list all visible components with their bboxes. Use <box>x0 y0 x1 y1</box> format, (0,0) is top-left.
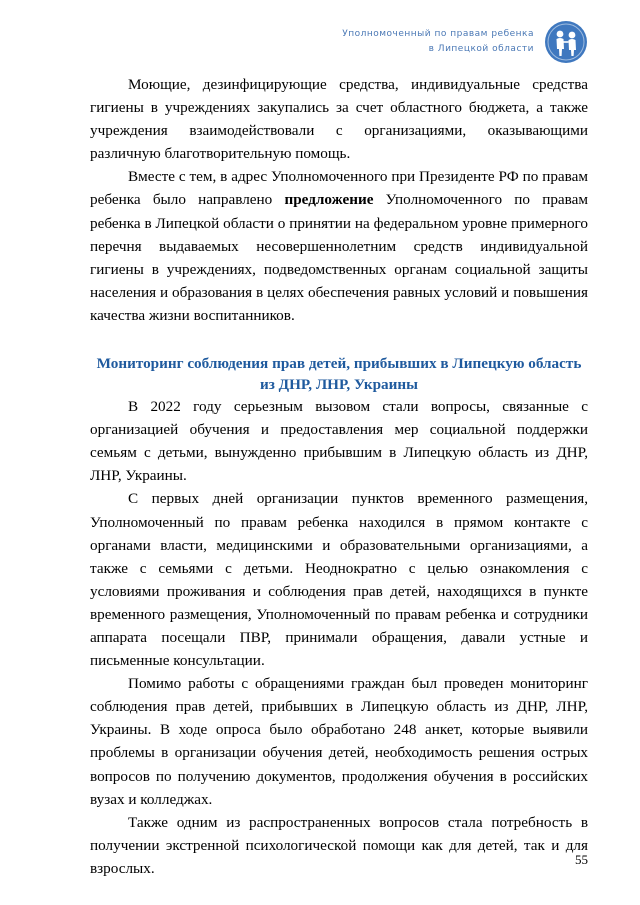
section-heading-line-1: Мониторинг соблюдения прав детей, прибывших в Липецкую область <box>96 355 582 373</box>
header-caption <box>342 27 534 57</box>
paragraph: В 2022 году серьезным вызовом стали вопросы, связанные с организацией обучения и предоставления мер социальной поддержки семьям с детьми, вынужденно прибывшим в Липецкую область из ДНР, ЛНР, Украины. <box>90 398 588 485</box>
page-number: 55 <box>575 852 588 867</box>
page-header <box>342 20 588 64</box>
ombudsman-children-logo-icon <box>544 20 588 64</box>
header-line-1: Уполномоченный по правам ребенка <box>342 29 534 39</box>
paragraph: Моющие, дезинфицирующие средства, индивидуальные средства гигиены в учреждениях закупались за счет областного бюджета, а также учреждения взаимодействовали с организациями, оказывающими различную благотворительную помощь. <box>90 76 588 163</box>
paragraph: Также одним из распространенных вопросов стала потребность в получении экстренной психологической помощи как для детей, так и для взрослых. <box>90 813 588 877</box>
paragraph <box>90 165 588 327</box>
bold-term: предложение <box>284 191 374 209</box>
section-heading <box>90 353 588 395</box>
paragraph-text: Вместе с тем, в адрес Уполномоченного при Президенте РФ по правам ребенка было направлено <box>90 168 588 209</box>
section-heading-line-2: из ДНР, ЛНР, Украины <box>259 376 419 394</box>
paragraph: С первых дней организации пунктов временного размещения, Уполномоченный по правам ребенка находился в прямом контакте с органами власти, медицинскими и образовательными организациями, а также с семьями с детьми. Неоднократно с целью ознакомления с условиями проживания и соблюдения прав детей, находящихся в пункте временного размещения, Уполномоченный по правам ребенка и сотрудники аппарата посещали ПВР, принимали обращения, давали устные и письменные консультации. <box>90 490 588 670</box>
document-body <box>90 73 588 880</box>
paragraph-text: Уполномоченного по правам ребенка в Липецкой области о принятии на федеральном уровне примерного перечня выдаваемых несовершеннолетним средств индивидуальной гигиены в учреждениях, подведомственных органам социальной защиты населения и образования в целях обеспечения равных условий и повышения качества жизни воспитанников. <box>90 191 588 324</box>
paragraph: Помимо работы с обращениями граждан был проведен мониторинг соблюдения прав детей, прибывших в Липецкую область из ДНР, ЛНР, Украины. В ходе опроса было обработано 248 анкет, которые выявили проблемы в организации обучения детей, необходимость решения острых вопросов по получению документов, продолжения обучения в российских вузах и колледжах. <box>90 675 588 808</box>
header-line-2: в Липецкой области <box>428 44 534 54</box>
